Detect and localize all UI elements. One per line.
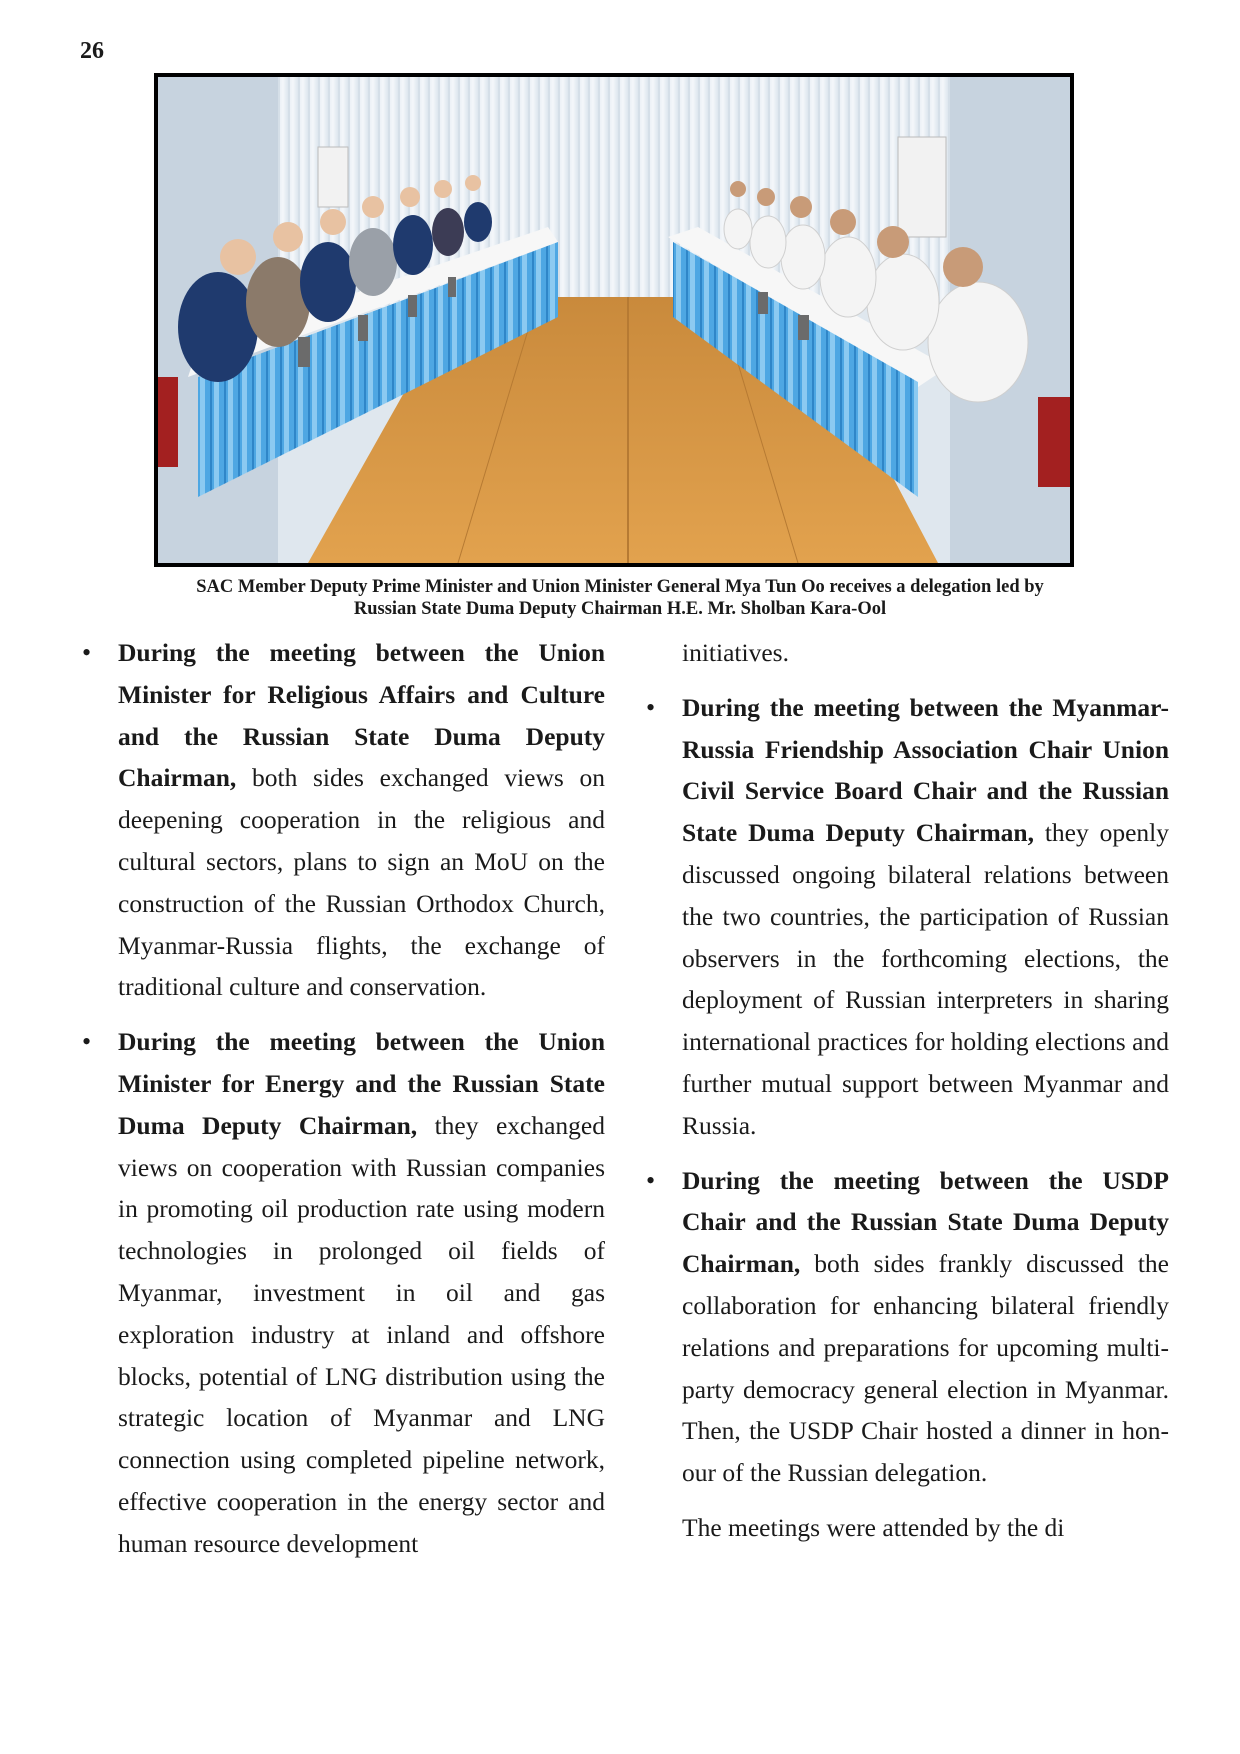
bullet-icon: • bbox=[646, 692, 656, 722]
caption-line-2: Russian State Duma Deputy Chairman H.E. Mr. Sholban Kara-Ool bbox=[353, 599, 887, 619]
bullet-lead: During the meeting between the Myanmar-Russia Friendship Association Chair Union Civil Service Board Chair and the Russian State Duma Deputy Chairman, bbox=[682, 692, 1169, 848]
left-column bbox=[82, 632, 605, 1578]
caption-line-1: SAC Member Deputy Prime Minister and Union Minister General Mya Tun Oo receives a delegation led by bbox=[196, 577, 1044, 597]
bullet-lead: During the meeting between the Union Minister for Religious Affairs and Culture and the Russian State Duma Deputy Chairman, bbox=[118, 638, 605, 793]
bullet-icon: • bbox=[646, 1165, 656, 1195]
bullet-item-religious-affairs bbox=[82, 632, 605, 1008]
continuation-text: initiatives. bbox=[682, 638, 789, 667]
bullet-lead: During the meeting between the Union Minister for Energy and the Russian State Duma Deputy Chairman, bbox=[118, 1027, 605, 1140]
bullet-body: both sides frankly discussed the collaboration for enhancing bilateral friendly relations and preparations for upcoming multi-party democracy general election in Myanmar. Then, the USDP Chair hosted a dinner in honour of the Russian delegation. bbox=[682, 1249, 1169, 1488]
bullet-item-usdp bbox=[646, 1160, 1169, 1494]
bullet-body: they exchanged views on cooperation with Russian companies in promoting oil production rate using modern technologies in prolonged oil fields of Myanmar, investment in oil and gas exploration industry at inland and offshore blocks, potential of LNG distribution using the strategic location of Myanmar and LNG connection using completed pipeline network, effective cooperation in the energy sector and human resource development bbox=[118, 1110, 605, 1558]
page-number: 26 bbox=[80, 38, 104, 64]
bullet-icon: • bbox=[82, 1027, 92, 1057]
closing-text: The meetings were attended by the di bbox=[682, 1512, 1065, 1542]
meeting-photo bbox=[154, 73, 1074, 567]
bullet-lead: During the meeting between the USDP Chair and the Russian State Duma Deputy Chairman, bbox=[682, 1165, 1169, 1279]
bullet-body: both sides exchanged views on deepening cooperation in the religious and cultural sectors, plans to sign an MoU on the construction of the Russian Orthodox Church, Myanmar-Russia flights, the exchange of traditional culture and conservation. bbox=[118, 763, 605, 1002]
photo-caption bbox=[100, 576, 1140, 620]
bullet-icon: • bbox=[82, 638, 92, 667]
bullet-body: they openly discussed ongoing bilateral relations between the two countries, the participation of Russian observers in the forthcoming elections, the deployment of Russian interpreters in sharing international practices for holding elections and further mutual support between Myanmar and Russia. bbox=[682, 818, 1169, 1140]
right-column bbox=[646, 632, 1169, 1562]
meeting-photo-illustration bbox=[158, 77, 1070, 563]
bullet-item-energy bbox=[82, 1021, 605, 1564]
bullet-item-friendship-association bbox=[646, 687, 1169, 1147]
